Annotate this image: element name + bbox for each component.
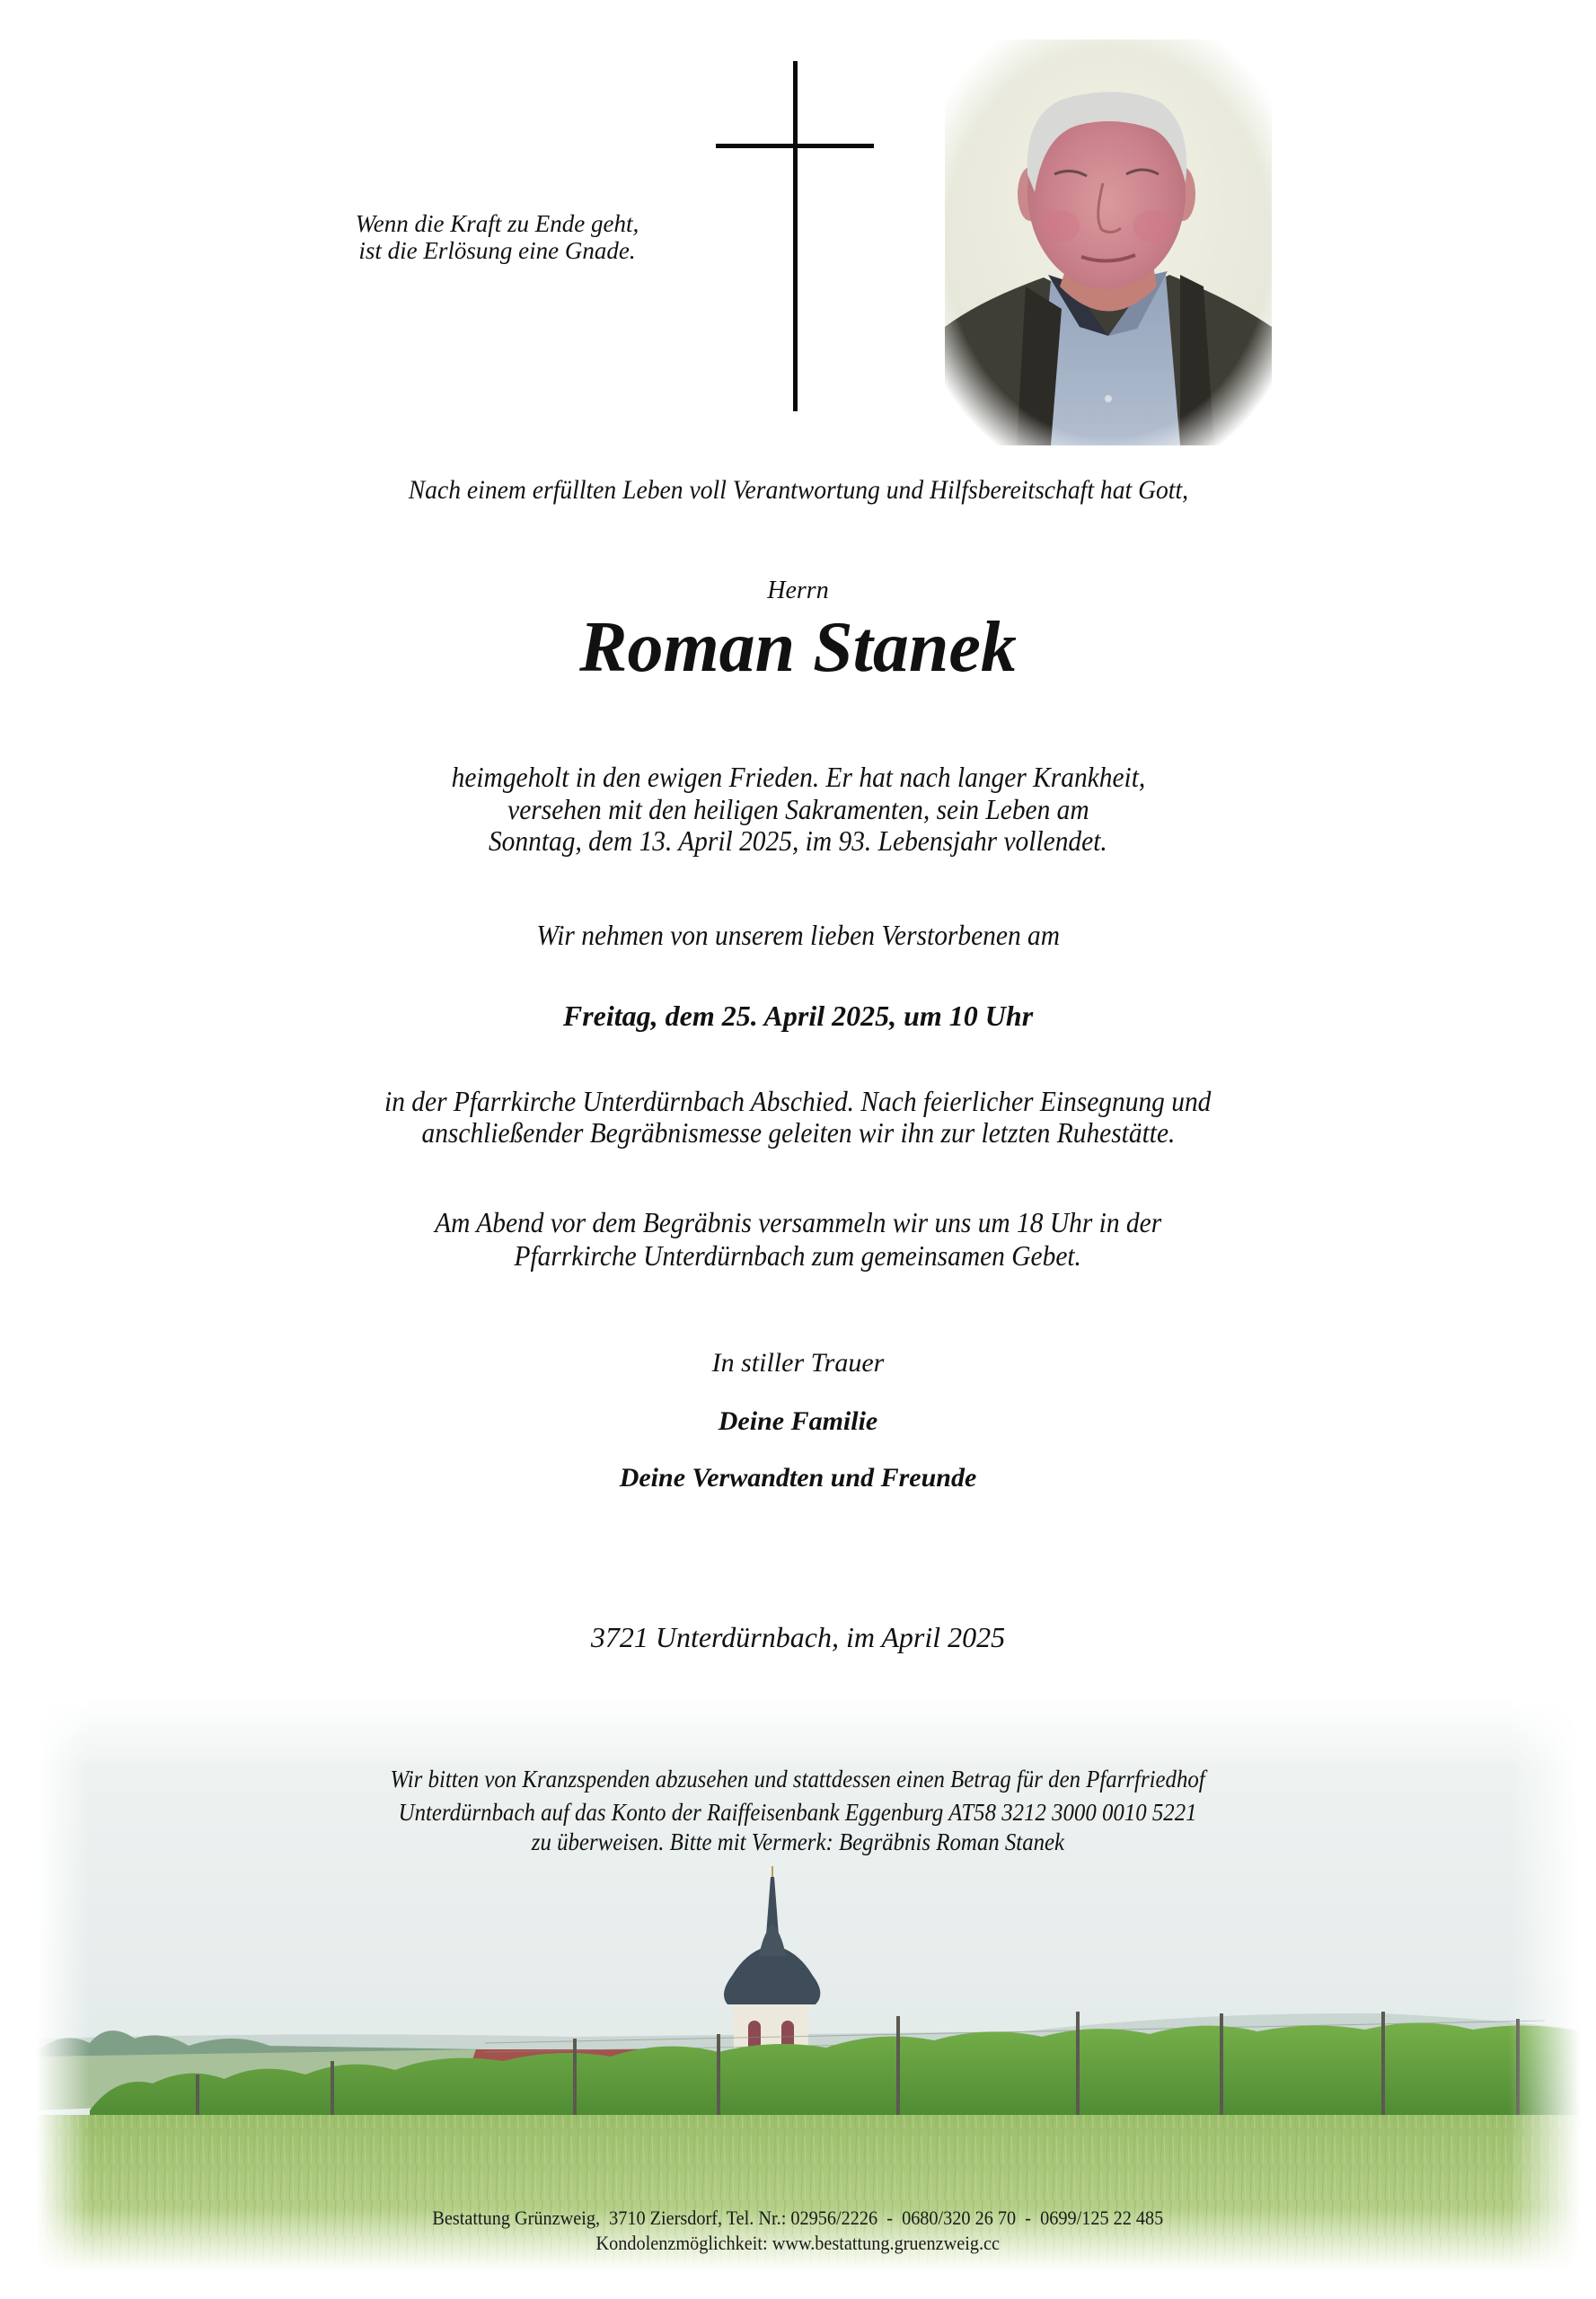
prayer-notice-line-1 [0, 1208, 1596, 1237]
portrait-photo [945, 40, 1272, 445]
farewell-intro [0, 920, 1596, 949]
place-date: 3721 Unterdürnbach, im April 2025 [590, 1621, 1006, 1653]
donation-text: Wir bitten von Kranzspenden abzusehen und stattdessen einen Betrag für den Pfarrfriedhof [390, 1766, 1206, 1793]
funeral-details-line-2 [0, 1118, 1596, 1147]
donation-line-1 [0, 1767, 1596, 1792]
intro-text-content: Nach einem erfüllten Leben voll Verantwortung und Hilfsbereitschaft hat Gott, [408, 475, 1188, 505]
intro-text [0, 477, 1596, 504]
death-notice-text: heimgeholt in den ewigen Frieden. Er hat nach langer Krankheit, [451, 761, 1145, 793]
donation-text: Unterdürnbach auf das Konto der Raiffeisenbank Eggenburg AT58 3212 3000 0010 5221 [399, 1799, 1197, 1826]
prayer-notice-text: Pfarrkirche Unterdürnbach zum gemeinsamen Gebet. [514, 1239, 1082, 1272]
prayer-notice-text: Am Abend vor dem Begräbnis versammeln wir uns um 18 Uhr in der [435, 1206, 1161, 1238]
undertaker-contact-text: Bestattung Grünzweig, 3710 Ziersdorf, Tel. Nr.: 02956/2226 - 0680/320 26 70 - 0699/125 22 485 [432, 2207, 1164, 2229]
death-notice-line-2 [0, 795, 1596, 824]
quote-line-2: ist die Erlösung eine Gnade. [358, 237, 636, 264]
mourning-phrase: In stiller Trauer [711, 1348, 885, 1378]
farewell-intro-text: Wir nehmen von unserem lieben Verstorbenen am [536, 919, 1060, 951]
funeral-details-text: anschließender Begräbnismesse geleiten wir ihn zur letzten Ruhestätte. [421, 1116, 1175, 1149]
donation-text: zu überweisen. Bitte mit Vermerk: Begräbnis Roman Stanek [531, 1828, 1065, 1855]
prayer-notice-line-2 [0, 1241, 1596, 1270]
death-notice-text: versehen mit den heiligen Sakramenten, sein Leben am [507, 793, 1089, 825]
funeral-details-line-1 [0, 1087, 1596, 1115]
undertaker-contact [0, 2208, 1596, 2228]
cross-horizontal-bar [716, 144, 874, 148]
donation-line-3 [0, 1830, 1596, 1854]
death-notice-line-1 [0, 762, 1596, 791]
condolence-link-text[interactable]: Kondolenzmöglichkeit: www.bestattung.gruenzweig.cc [595, 2232, 1001, 2254]
mourning-relatives: Deine Verwandten und Freunde [619, 1463, 977, 1493]
salutation: Herrn [767, 577, 829, 604]
funeral-details-text: in der Pfarrkirche Unterdürnbach Abschied. Nach feierlicher Einsegnung und [384, 1085, 1212, 1117]
mourning-family: Deine Familie [718, 1406, 878, 1436]
deceased-name: Roman Stanek [579, 608, 1017, 687]
cross-vertical-bar [793, 61, 798, 411]
death-notice-line-3 [0, 826, 1596, 855]
funeral-datetime: Freitag, dem 25. April 2025, um 10 Uhr [562, 1000, 1034, 1032]
quote-line-1: Wenn die Kraft zu Ende geht, [355, 210, 639, 237]
donation-line-2 [0, 1801, 1596, 1825]
death-notice-text: Sonntag, dem 13. April 2025, im 93. Lebensjahr vollendet. [489, 824, 1107, 857]
condolence-link[interactable] [0, 2233, 1596, 2253]
